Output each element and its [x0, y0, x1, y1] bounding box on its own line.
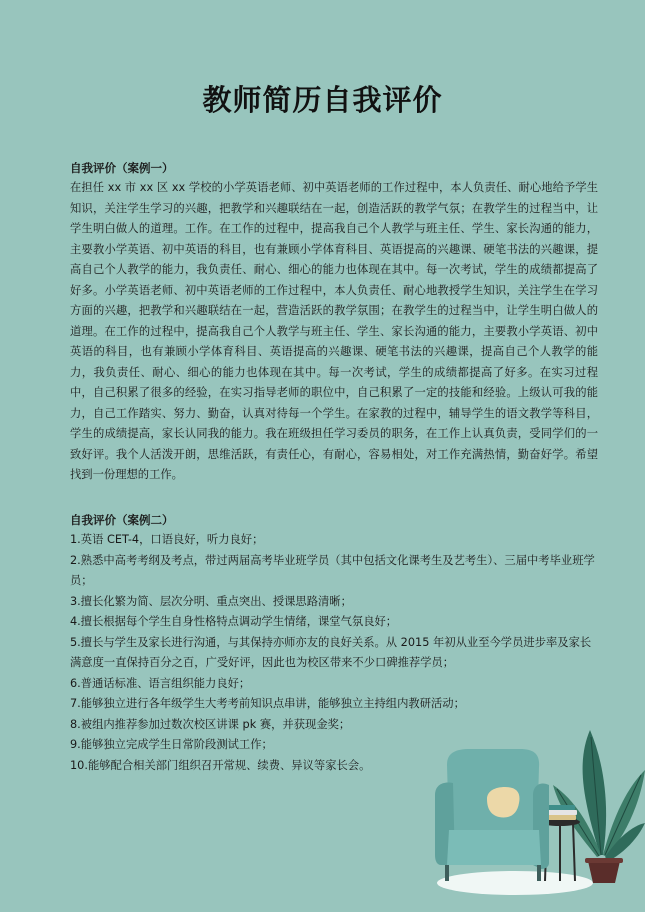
list-item: 2.熟悉中高考考纲及考点，带过两届高考毕业班学员（其中包括文化课考生及艺考生）、三届中考毕业班学员； [70, 553, 595, 587]
list-item: 4.擅长根据每个学生自身性格特点调动学生情绪，课堂气氛良好； [70, 615, 398, 628]
self-evaluation-case-1 [70, 158, 598, 486]
armchair-plant-illustration [425, 715, 645, 912]
case-1-heading: 自我评价（案例一） [70, 161, 174, 175]
list-item: 3.擅长化繁为简、层次分明、重点突出、授课思路清晰； [70, 594, 352, 608]
list-item: 9.能够独立完成学生日常阶段测试工作； [70, 738, 273, 751]
list-item: 10.能够配合相关部门组织召开常规、续费、异议等家长会。 [70, 758, 371, 772]
list-item: 8.被组内推荐参加过数次校区讲课 pk 赛，并获现金奖； [70, 717, 351, 731]
page-title: 教师简历自我评价 [202, 83, 443, 117]
case-2-heading: 自我评价（案例二） [70, 513, 174, 527]
list-item: 6.普通话标准、语言组织能力良好； [70, 676, 251, 690]
list-item: 1.英语 CET-4，口语良好，听力良好； [70, 533, 264, 546]
list-item: 7.能够独立进行各年级学生大考考前知识点串讲，能够独立主持组内教研活动； [70, 697, 465, 710]
case-1-text: 在担任 xx 市 xx 区 xx 学校的小学英语老师、初中英语老师的工作过程中，本人负责任、耐心地给予学生知识，关注学生学习的兴趣，把教学和兴趣联结在一起，创造活跃的教学气氛；在教学生的过程当中，让学生明白做人的道理。工作。在工作的过程中，提高我自己个人教学与班主任、学生、家长沟通的能力，主要教小学英语、初中英语的科目，也有兼顾小学体育科目、英语提高的兴趣课、硬笔书法的兴趣课，提高自己个人教学的能力，我负责任、耐心、细心的能力也体现在其中。每一次考试，学生的成绩都提高了好多。小学英语老师、初中英语老师的工作过程中，本人负责任、耐心地教授学生知识，关注学生在学习方面的兴趣，把教学和兴趣联结在一起，营造活跃的教学氛围；在教学生的过程当中，让学生明白做人的道理。在工作的过程中，提高我自己个人教学与班主任、学生、家长沟通的能力，主要教小学英语、初中英语的科目，也有兼顾小学体育科目、英语提高的兴趣课、硬笔书法的兴趣课，提高自己个人教学的能力，我负责任、耐心、细心的能力也体现在其中。每一次考试，学生的成绩都提高了好多。在实习过程中，自己积累了很多的经验，在实习指导老师的职位中，自己积累了一定的技能和经验。上级认可我的能力，自己工作踏实、努力、勤奋，认真对待每一个学生。在家教的过程中，辅导学生的语文教学等科目，学生的成绩提高，家长认同我的能力。我在班级担任学习委员的职务，在工作上认真负责，受同学们的一致好评。我个人活泼开朗，思维活跃，有责任心，有耐心，容易相处，对工作充满热情，勤奋好学。希望找到一份理想的工作。 [70, 181, 598, 481]
list-item: 5.擅长与学生及家长进行沟通，与其保持亦师亦友的良好关系。从 2015 年初从业至今学员进步率及家长满意度一直保持百分之百，广受好评，因此也为校区带来不少口碑推荐学员； [70, 635, 592, 669]
